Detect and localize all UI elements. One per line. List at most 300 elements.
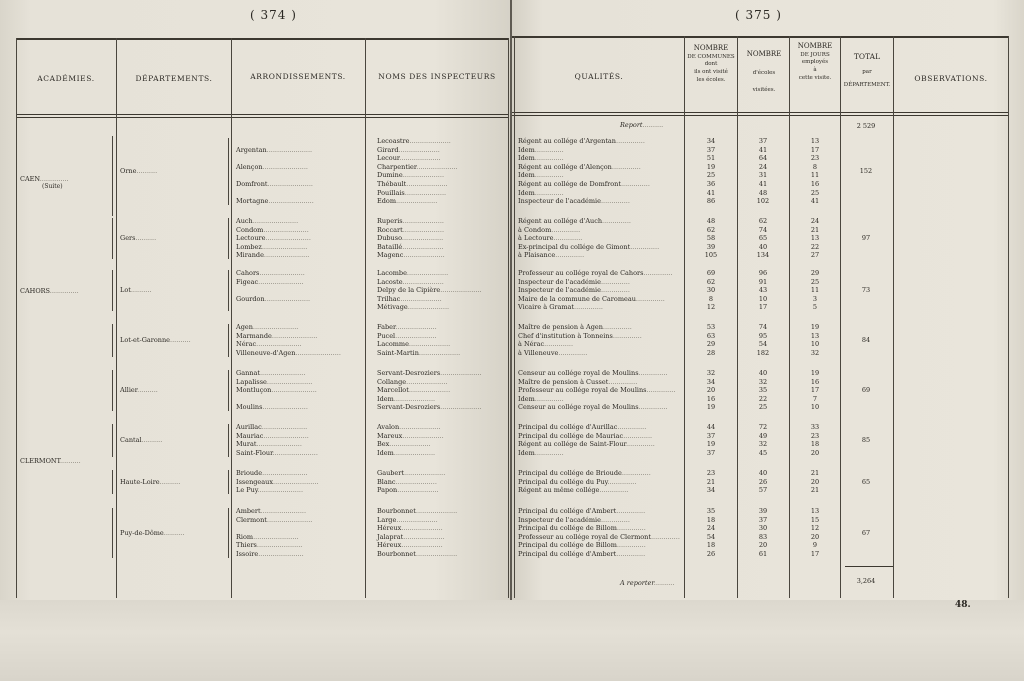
arrondissement-name: Agen...................... (236, 323, 299, 331)
jours-count: 18 (810, 440, 820, 449)
ecoles-count: 48 (758, 188, 768, 197)
arrondissement-name: Auch...................... (236, 217, 299, 225)
inspector-name: Avalon.................... (377, 423, 441, 431)
arrondissement-name: Thiers...................... (236, 541, 303, 550)
ecoles-count: 182 (756, 348, 770, 357)
communes-count: 8 (708, 294, 714, 303)
column-line (789, 36, 790, 598)
inspector-name: Mareux.................... (377, 431, 444, 440)
jours-count: 13 (810, 137, 820, 145)
inspector-name: Large.................... (377, 515, 438, 524)
inspector-qualite: Professeur au collége royal de Cahors.............. (518, 269, 673, 277)
jours-count: 13 (810, 234, 820, 243)
inspector-qualite: Idem.............. (518, 171, 564, 180)
column-line (116, 38, 117, 598)
jours-count: 23 (810, 431, 820, 440)
jours-count: 21 (810, 225, 820, 234)
column-line (893, 36, 894, 598)
column-line (840, 36, 841, 598)
inspector-name: Papon.................... (377, 486, 439, 495)
inspector-name: Ruperis.................... (377, 217, 444, 225)
inspector-qualite: Idem.............. (518, 394, 564, 403)
inspector-qualite: Régent au collége d'Argentan.............. (518, 137, 645, 145)
arrondissement-name: Domfront...................... (236, 180, 313, 188)
ecoles-count: 32 (758, 377, 768, 386)
ecoles-count: 91 (758, 277, 768, 286)
communes-count: 18 (706, 515, 716, 524)
communes-count: 105 (704, 251, 718, 260)
communes-count: 21 (706, 477, 716, 486)
communes-count: 51 (706, 154, 716, 163)
jours-count: 27 (810, 251, 820, 260)
communes-count: 41 (706, 188, 716, 197)
column-line (684, 36, 685, 598)
inspector-name: Héreux.................... (377, 541, 443, 550)
inspector-name: Magenc.................... (377, 251, 445, 260)
group-brace (228, 270, 232, 311)
jours-count: 22 (810, 242, 820, 251)
ecoles-count: 17 (758, 303, 768, 312)
communes-count: 16 (706, 394, 716, 403)
jours-count: 11 (810, 171, 820, 180)
jours-count: 17 (810, 550, 820, 558)
inspector-qualite: Inspecteur de l'académie.............. (518, 286, 630, 295)
inspector-qualite: à Lectoure.............. (518, 234, 583, 243)
group-brace (112, 370, 116, 411)
department-total: 152 (859, 167, 873, 176)
inspector-qualite: Censeur au collége royal de Moulins.............. (518, 369, 668, 377)
group-brace (228, 424, 232, 457)
report-label: Report.......... (620, 121, 664, 129)
header-qualites: QUALITÉS. (574, 72, 624, 81)
ecoles-count: 43 (758, 286, 768, 295)
jours-count: 5 (812, 303, 818, 312)
jours-count: 23 (810, 154, 820, 163)
ecoles-count: 26 (758, 477, 768, 486)
column-line (508, 38, 509, 598)
communes-count: 30 (706, 286, 716, 295)
inspector-qualite: Vicaire à Gramat.............. (518, 303, 603, 312)
department-total: 84 (861, 335, 871, 344)
department-total: 69 (861, 386, 871, 395)
jours-count: 19 (810, 369, 820, 377)
inspector-qualite: à Villeneuve.............. (518, 348, 588, 357)
inspector-name: Pouillais.................... (377, 188, 447, 197)
inspector-qualite: Principal du collége d'Ambert.............. (518, 550, 646, 558)
communes-count: 28 (706, 348, 716, 357)
ecoles-count: 74 (758, 323, 768, 331)
communes-count: 19 (706, 440, 716, 449)
arrondissement-name: Issengeaux...................... (236, 477, 319, 486)
arrondissement-name: Aurillac...................... (236, 423, 308, 431)
header-arrondissements: ARRONDISSEMENTS. (250, 72, 346, 81)
departement-name: Gers.......... (120, 234, 157, 243)
communes-count: 24 (706, 524, 716, 533)
ecoles-count: 102 (756, 197, 770, 206)
inspector-qualite: Professeur au collége royal de Clermont.............. (518, 532, 680, 541)
a-reporter-label: A reporter.......... (620, 579, 675, 587)
jours-count: 13 (810, 507, 820, 515)
inspector-name: Dubuso.................... (377, 234, 444, 243)
arrondissement-name: Le Puy...................... (236, 486, 304, 495)
jours-count: 17 (810, 386, 820, 395)
ecoles-count: 95 (758, 331, 768, 340)
inspector-name: Métivage.................... (377, 303, 450, 312)
ecoles-count: 40 (758, 369, 768, 377)
group-brace (112, 218, 116, 259)
jours-count: 13 (810, 331, 820, 340)
inspector-name: Thébault.................... (377, 180, 448, 188)
communes-count: 37 (706, 448, 716, 457)
ecoles-count: 49 (758, 431, 768, 440)
ecoles-count: 20 (758, 541, 768, 550)
header-top-rule-right (512, 36, 1008, 38)
academy-brace (112, 136, 116, 216)
communes-count: 20 (706, 386, 716, 395)
arrondissement-name: Figeac...................... (236, 277, 304, 286)
header-inspecteurs: NOMS DES INSPECTEURS (378, 72, 496, 81)
inspector-qualite: Régent au même collége.............. (518, 486, 629, 495)
inspector-qualite: Principal du collége de Brioude.............. (518, 469, 651, 477)
communes-count: 36 (706, 180, 716, 188)
departement-name: Cantal.......... (120, 435, 163, 444)
jours-count: 25 (810, 277, 820, 286)
inspector-name: Edom.................... (377, 197, 438, 206)
communes-count: 62 (706, 225, 716, 234)
communes-count: 69 (706, 269, 716, 277)
ecoles-count: 31 (758, 171, 768, 180)
ecoles-count: 39 (758, 507, 768, 515)
header-bottom-rule-left (16, 114, 508, 115)
arrondissement-name: Nérac...................... (236, 340, 302, 349)
inspector-qualite: à Plaisance.............. (518, 251, 585, 260)
column-line (514, 36, 515, 598)
arrondissement-name: Moulins...................... (236, 403, 308, 412)
inspector-qualite: Régent au collége d'Auch.............. (518, 217, 631, 225)
department-total: 73 (861, 286, 871, 295)
inspector-name: Charpentier.................... (377, 162, 458, 171)
arrondissement-name: Brioude...................... (236, 469, 308, 477)
department-total: 97 (861, 234, 871, 243)
departement-name: Puy-de-Dôme.......... (120, 528, 185, 537)
inspector-name: Girard.................... (377, 145, 440, 154)
departement-name: Lot-et-Garonne.......... (120, 335, 191, 344)
arrondissement-name: Alençon...................... (236, 162, 309, 171)
arrondissement-name: Issoire...................... (236, 550, 304, 558)
communes-count: 58 (706, 234, 716, 243)
jours-count: 19 (810, 323, 820, 331)
group-brace (112, 270, 116, 311)
jours-count: 24 (810, 217, 820, 225)
jours-count: 16 (810, 180, 820, 188)
inspector-qualite: à Nérac.............. (518, 340, 574, 349)
inspector-qualite: Censeur au collége royal de Moulins.............. (518, 403, 668, 412)
jours-count: 20 (810, 532, 820, 541)
jours-count: 16 (810, 377, 820, 386)
jours-count: 9 (812, 541, 818, 550)
jours-count: 17 (810, 145, 820, 154)
communes-count: 19 (706, 403, 716, 412)
ecoles-count: 72 (758, 423, 768, 431)
communes-count: 23 (706, 469, 716, 477)
ecoles-count: 41 (758, 180, 768, 188)
inspector-name: Delpy de la Cipière.................... (377, 286, 482, 295)
ecoles-count: 41 (758, 145, 768, 154)
inspector-name: Lecour.................... (377, 154, 441, 163)
inspector-name: Lacombe.................... (377, 269, 449, 277)
header-bottom-rule-right-2 (512, 115, 1008, 116)
inspector-qualite: Principal du collége de Billom.............. (518, 524, 646, 533)
ecoles-count: 54 (758, 340, 768, 349)
report-total: 2 529 (856, 122, 876, 130)
inspector-qualite: Principal du collége de Billom.............. (518, 541, 646, 550)
inspector-qualite: Idem.............. (518, 188, 564, 197)
arrondissement-name: Gannat...................... (236, 369, 306, 377)
jours-count: 20 (810, 477, 820, 486)
inspector-qualite: Principal du collége d'Ambert.............. (518, 507, 646, 515)
page-number-left: ( 374 ) (250, 8, 297, 22)
communes-count: 25 (706, 171, 716, 180)
jours-count: 29 (810, 269, 820, 277)
jours-count: 25 (810, 188, 820, 197)
ecoles-count: 10 (758, 294, 768, 303)
ecoles-count: 37 (758, 137, 768, 145)
ecoles-count: 22 (758, 394, 768, 403)
sheet-number: 48. (955, 600, 971, 610)
communes-count: 86 (706, 197, 716, 206)
a-reporter-total: 3,264 (856, 577, 876, 585)
jours-count: 11 (810, 286, 820, 295)
inspector-name: Pucel.................... (377, 331, 437, 340)
communes-count: 29 (706, 340, 716, 349)
ecoles-count: 30 (758, 524, 768, 533)
arrondissement-name: Lectoure...................... (236, 234, 311, 243)
inspector-name: Bex.................... (377, 440, 431, 449)
jours-count: 20 (810, 448, 820, 457)
inspector-name: Blanc.................... (377, 477, 437, 486)
inspector-qualite: Régent au collége de Saint-Flour.............. (518, 440, 655, 449)
table-surface (0, 600, 1024, 681)
communes-count: 44 (706, 423, 716, 431)
inspector-name: Dumine.................... (377, 171, 445, 180)
page-number-right: ( 375 ) (735, 8, 782, 22)
inspector-name: Idem.................... (377, 394, 436, 403)
inspector-qualite: Maître de pension à Agen.............. (518, 323, 632, 331)
inspector-qualite: Idem.............. (518, 145, 564, 154)
departement-name: Orne.......... (120, 167, 158, 176)
column-line (16, 38, 17, 598)
inspector-name: Servant-Desroziers.................... (377, 403, 482, 412)
arrondissement-name: Mortagne...................... (236, 197, 314, 206)
ecoles-count: 64 (758, 154, 768, 163)
arrondissement-name: Cahors...................... (236, 269, 305, 277)
inspector-name: Servant-Desroziers.................... (377, 369, 482, 377)
arrondissement-name: Villeneuve-d'Agen...................... (236, 348, 341, 357)
inspector-name: Jalaprat.................... (377, 532, 445, 541)
arrondissement-name: Montluçon...................... (236, 386, 317, 395)
jours-count: 15 (810, 515, 820, 524)
arrondissement-name: Lombez...................... (236, 242, 308, 251)
department-total: 65 (861, 477, 871, 486)
ecoles-count: 37 (758, 515, 768, 524)
jours-count: 3 (812, 294, 818, 303)
communes-count: 35 (706, 507, 716, 515)
group-brace (112, 508, 116, 558)
inspector-qualite: Inspecteur de l'académie.............. (518, 515, 630, 524)
departement-name: Lot.......... (120, 286, 152, 295)
arrondissement-name: Murat...................... (236, 440, 302, 449)
departement-name: Allier.......... (120, 386, 158, 395)
ecoles-count: 24 (758, 162, 768, 171)
jours-count: 10 (810, 340, 820, 349)
inspector-qualite: Maire de la commune de Caromeau.............. (518, 294, 665, 303)
group-brace (228, 370, 232, 411)
inspector-name: Bourbonnet.................... (377, 507, 458, 515)
ecoles-count: 32 (758, 440, 768, 449)
inspector-name: Gaubert.................... (377, 469, 446, 477)
inspector-name: Lecoastre.................... (377, 137, 451, 145)
department-total: 85 (861, 435, 871, 444)
inspector-qualite: Régent au collége de Domfront.............. (518, 180, 650, 188)
department-total: 67 (861, 528, 871, 537)
inspector-name: Lacoste.................... (377, 277, 444, 286)
inspector-name: Collange.................... (377, 377, 448, 386)
inspector-qualite: Principal du collége de Mauriac.............. (518, 431, 653, 440)
inspector-name: Saint-Martin.................... (377, 348, 461, 357)
group-brace (228, 218, 232, 259)
header-bottom-rule-right (512, 112, 1008, 113)
header-top-rule-left (16, 38, 508, 40)
jours-count: 7 (812, 394, 818, 403)
arrondissement-name: Mirande...................... (236, 251, 310, 260)
group-brace (228, 324, 232, 357)
inspector-name: Idem.................... (377, 448, 436, 457)
communes-count: 12 (706, 303, 716, 312)
header-nombre-ecoles: NOMBRE d'écoles visitées. (746, 50, 782, 94)
inspector-name: Trilhac.................... (377, 294, 442, 303)
total-underline (845, 566, 893, 567)
arrondissement-name: Lapalisse...................... (236, 377, 313, 386)
arrondissement-name: Mauriac...................... (236, 431, 309, 440)
departement-name: Haute-Loire.......... (120, 477, 181, 486)
inspector-qualite: Professeur au collége royal de Moulins.............. (518, 386, 676, 395)
arrondissement-name: Ambert...................... (236, 507, 307, 515)
header-observations: OBSERVATIONS. (914, 74, 988, 83)
arrondissement-name: Clermont...................... (236, 515, 313, 524)
communes-count: 54 (706, 532, 716, 541)
header-nombre-communes: NOMBRE DE COMMUNES dont ils ont visité les écoles. (687, 44, 735, 83)
arrondissement-name: Saint-Flour...................... (236, 448, 318, 457)
ecoles-count: 57 (758, 486, 768, 495)
header-departements: DÉPARTEMENTS. (135, 74, 213, 83)
arrondissement-name: Marmande...................... (236, 331, 318, 340)
communes-count: 32 (706, 369, 716, 377)
communes-count: 34 (706, 137, 716, 145)
arrondissement-name: Condom...................... (236, 225, 309, 234)
group-brace (228, 508, 232, 558)
arrondissement-name: Riom...................... (236, 532, 299, 541)
inspector-qualite: Chef d'institution à Tonneins.............. (518, 331, 642, 340)
jours-count: 10 (810, 403, 820, 412)
communes-count: 48 (706, 217, 716, 225)
inspector-qualite: Principal du collége d'Aurillac.............. (518, 423, 647, 431)
inspector-name: Lacomme.................... (377, 340, 451, 349)
communes-count: 39 (706, 242, 716, 251)
communes-count: 37 (706, 431, 716, 440)
academy-caen-suite: (Suite) (42, 183, 63, 190)
ecoles-count: 40 (758, 242, 768, 251)
communes-count: 34 (706, 486, 716, 495)
academy-caen: CAEN.............. (20, 175, 69, 183)
ecoles-count: 96 (758, 269, 768, 277)
communes-count: 26 (706, 550, 716, 558)
column-line (1008, 36, 1009, 598)
group-brace (228, 470, 232, 494)
group-brace (228, 138, 232, 205)
group-brace (112, 324, 116, 357)
inspector-name: Faber.................... (377, 323, 437, 331)
inspector-name: Héreux.................... (377, 524, 443, 533)
column-line (737, 36, 738, 598)
inspector-qualite: à Condom.............. (518, 225, 581, 234)
jours-count: 32 (810, 348, 820, 357)
group-brace (112, 424, 116, 457)
ecoles-count: 35 (758, 386, 768, 395)
jours-count: 21 (810, 486, 820, 495)
ecoles-count: 62 (758, 217, 768, 225)
jours-count: 21 (810, 469, 820, 477)
inspector-name: Roccart.................... (377, 225, 445, 234)
jours-count: 8 (812, 162, 818, 171)
jours-count: 12 (810, 524, 820, 533)
ecoles-count: 65 (758, 234, 768, 243)
communes-count: 19 (706, 162, 716, 171)
header-bottom-rule-left-2 (16, 117, 508, 118)
communes-count: 34 (706, 377, 716, 386)
inspector-qualite: Idem.............. (518, 448, 564, 457)
header-total: TOTAL par DÉPARTEMENT. (843, 52, 891, 89)
jours-count: 33 (810, 423, 820, 431)
inspector-qualite: Maître de pension à Cusset.............. (518, 377, 638, 386)
ecoles-count: 40 (758, 469, 768, 477)
ecoles-count: 45 (758, 448, 768, 457)
inspector-qualite: Inspecteur de l'académie.............. (518, 197, 630, 206)
ecoles-count: 83 (758, 532, 768, 541)
arrondissement-name: Argentan...................... (236, 145, 313, 154)
column-line (365, 38, 366, 598)
communes-count: 37 (706, 145, 716, 154)
inspector-name: Bataillé.................... (377, 242, 444, 251)
communes-count: 18 (706, 541, 716, 550)
ecoles-count: 74 (758, 225, 768, 234)
communes-count: 62 (706, 277, 716, 286)
inspector-qualite: Régent au collége d'Alençon.............. (518, 162, 641, 171)
ecoles-count: 134 (756, 251, 770, 260)
communes-count: 63 (706, 331, 716, 340)
inspector-name: Marcellot.................... (377, 386, 451, 395)
inspector-qualite: Inspecteur de l'académie.............. (518, 277, 630, 286)
academy-clermont: CLERMONT.......... (20, 457, 81, 465)
jours-count: 41 (810, 197, 820, 206)
communes-count: 53 (706, 323, 716, 331)
academy-cahors: CAHORS.............. (20, 287, 79, 295)
header-nombre-jours: NOMBRE DE JOURS employés à cette visite. (797, 42, 833, 81)
group-brace (112, 470, 116, 494)
header-academies: ACADÉMIES. (37, 74, 95, 83)
inspector-name: Bourbonnet.................... (377, 550, 458, 558)
arrondissement-name: Gourdon...................... (236, 294, 311, 303)
inspector-qualite: Idem.............. (518, 154, 564, 163)
